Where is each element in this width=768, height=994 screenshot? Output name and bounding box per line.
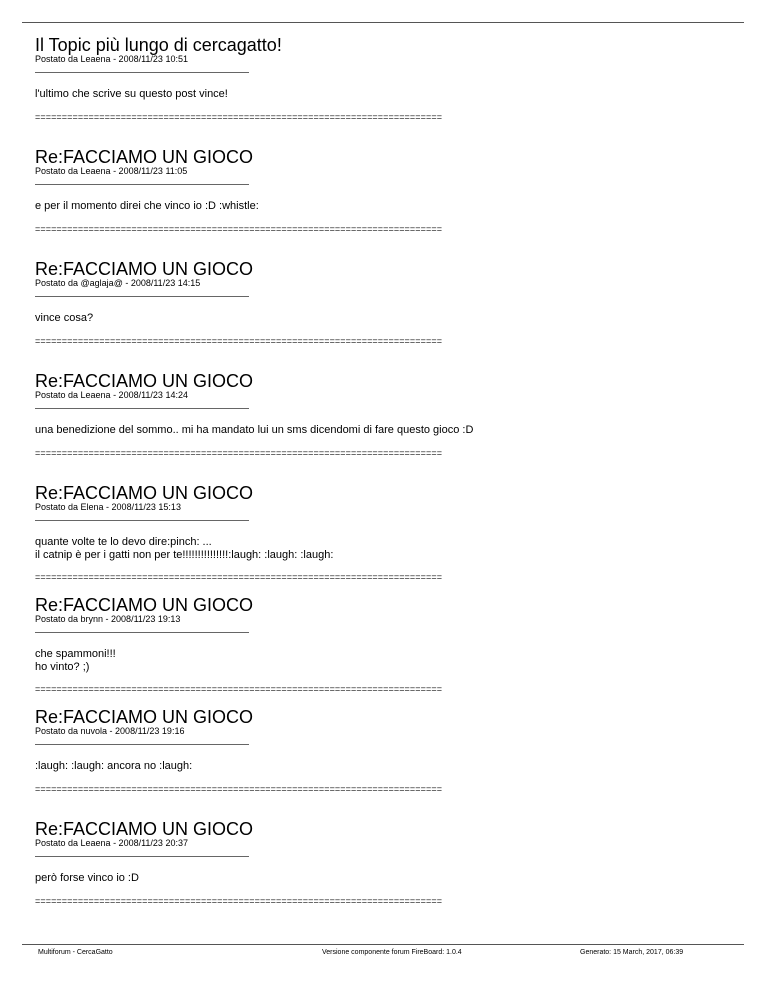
post-body: [35, 424, 473, 437]
post-separator: ============================================================================: [35, 572, 443, 582]
post: [35, 35, 725, 147]
post-separator: ============================================================================: [35, 336, 443, 346]
footer-site-name: Multiforum - CercaGatto: [38, 949, 113, 956]
post-separator: ============================================================================: [35, 224, 443, 234]
footer-generated: Generato: 15 March, 2017, 06:39: [580, 949, 684, 956]
post: [35, 371, 725, 483]
post-meta: Postato da @aglaja@ - 2008/11/23 14:15: [35, 278, 201, 288]
post-divider: [35, 520, 249, 521]
post-body: [35, 872, 139, 885]
post-body: [35, 536, 333, 562]
post-body: [35, 648, 116, 674]
post-body-line: ho vinto? ;): [35, 661, 90, 673]
post-divider: [35, 856, 249, 857]
post-meta: Postato da Elena - 2008/11/23 15:13: [35, 502, 181, 512]
post-divider: [35, 744, 249, 745]
post-list: [35, 35, 725, 931]
post-meta: Postato da Leaena - 2008/11/23 11:05: [35, 166, 188, 176]
post: [35, 147, 725, 259]
post-body-line: che spammoni!!!: [35, 648, 116, 660]
post-body-line: quante volte te lo devo dire:pinch: ...: [35, 536, 212, 548]
post-title: Re:FACCIAMO UN GIOCO: [35, 707, 254, 727]
post-title: Re:FACCIAMO UN GIOCO: [35, 595, 254, 615]
post-meta: Postato da brynn - 2008/11/23 19:13: [35, 614, 181, 624]
post-title: Re:FACCIAMO UN GIOCO: [35, 819, 254, 839]
post-separator: ============================================================================: [35, 784, 443, 794]
post-body-line: e per il momento direi che vinco io :D :whistle:: [35, 200, 259, 212]
post-divider: [35, 184, 249, 185]
post-divider: [35, 408, 249, 409]
post-meta: Postato da Leaena - 2008/11/23 10:51: [35, 54, 188, 64]
post-body-line: però forse vinco io :D: [35, 872, 139, 884]
post: [35, 819, 725, 931]
post-title: Re:FACCIAMO UN GIOCO: [35, 259, 254, 279]
post-body-line: :laugh: :laugh: ancora no :laugh:: [35, 760, 193, 772]
post-body-line: una benedizione del sommo.. mi ha mandato lui un sms dicendomi di fare questo gioco :D: [35, 424, 474, 436]
post: [35, 707, 725, 819]
post-body: [35, 312, 93, 325]
post: [35, 483, 725, 595]
post: [35, 595, 725, 707]
post-separator: ============================================================================: [35, 448, 443, 458]
post: [35, 259, 725, 371]
post-body-line: il catnip è per i gatti non per te!!!!!!!!!!!!!!!:laugh: :laugh: :laugh:: [35, 549, 334, 561]
post-divider: [35, 296, 249, 297]
post-title: Re:FACCIAMO UN GIOCO: [35, 371, 254, 391]
footer-rule: [22, 944, 744, 945]
post-body: [35, 88, 228, 101]
post-divider: [35, 72, 249, 73]
post-separator: ============================================================================: [35, 684, 443, 694]
post-title: Re:FACCIAMO UN GIOCO: [35, 483, 254, 503]
post-title: Re:FACCIAMO UN GIOCO: [35, 147, 254, 167]
post-separator: ============================================================================: [35, 112, 443, 122]
post-meta: Postato da Leaena - 2008/11/23 20:37: [35, 838, 188, 848]
post-divider: [35, 632, 249, 633]
post-body: [35, 760, 192, 773]
post-body-line: l'ultimo che scrive su questo post vince!: [35, 88, 228, 100]
post-body-line: vince cosa?: [35, 312, 94, 324]
post-body: [35, 200, 259, 213]
post-title: Il Topic più lungo di cercagatto!: [35, 35, 282, 55]
footer-version: Versione componente forum FireBoard: 1.0.4: [322, 949, 462, 956]
post-meta: Postato da nuvola - 2008/11/23 19:16: [35, 726, 185, 736]
header-rule: [22, 22, 744, 23]
post-meta: Postato da Leaena - 2008/11/23 14:24: [35, 390, 188, 400]
post-separator: ============================================================================: [35, 896, 443, 906]
